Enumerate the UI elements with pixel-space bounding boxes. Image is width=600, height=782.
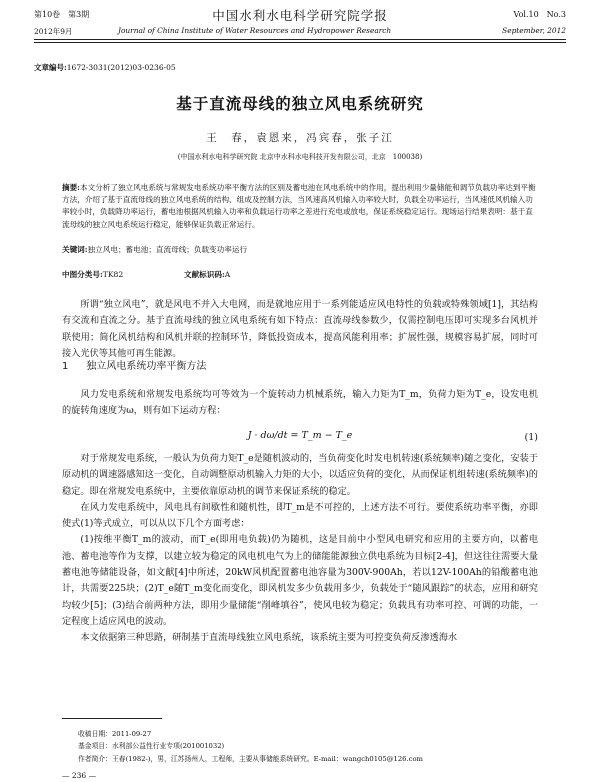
footnote-author: 作者简介：王春(1982-)，男，江苏扬州人，工程师，主要从事储能系统研究。E-mail：wangch0105@126.com [78,755,423,763]
paper-title: 基于直流母线的独立风电系统研究 [176,95,424,113]
clc-value: TK82 [102,270,124,279]
paragraph-before-equation: 风力发电系统和常规发电系统均可等效为一个旋转动力机械系统，输入力矩为T_m，负荷力矩为T_e，设发电机的旋转角速度为ω，则有如下运动方程： [62,389,538,417]
equation-tag: (1) [524,432,538,443]
affiliation: (中国水利水电科学研究院 北京中水科水电科技开发有限公司，北京 100038) [177,153,423,161]
paragraph-before-equation-wrap [62,387,538,420]
clc-label: 中图分类号: [62,270,103,279]
abstract-label: 摘要: [62,183,80,192]
running-header-top [34,6,566,22]
keywords-label: 关键词: [62,245,88,254]
footnote-received: 收稿日期：2011-09-27 [78,730,152,738]
body-paragraph: 本文依据第三种思路，研制基于直流母线独立风电系统，该系统主要为可控变负荷反渗透海水 [80,632,458,644]
authors: 王 春，袁恩来，冯宾春，张子江 [206,132,394,144]
section-heading [62,357,206,372]
journal-title-cn: 中国水利水电科学研究院学报 [212,8,388,23]
keywords-text: 独立风电；蓄电池；直流母线；负载变功率运行 [87,245,248,254]
page-number: — 236 — [62,771,97,780]
date-en: September, 2012 [502,26,566,35]
intro-paragraph: 所谓“独立风电”，就是风电不并入大电网，而是就地应用于一系列能适应风电特性的负载或特殊领域[1]，其结构有交流和直流之分。基于直流母线的独立风电系统有如下特点：直流母线参数少，仅需控制电压即可实现多台风机并联使用；简化风机结构和风机并联的控制环节，降低投资成本，提高风能利用率；扩展性强，规模容易扩展，同时可接入光伏等其他可再生能源。 [62,299,538,359]
body-paragraph: 在风力发电系统中，风电具有间歇性和随机性，即T_m是不可控的，上述方法不可行。要使系统功率平衡，亦即使式(1)等式成立，可以从以下几个方面考虑： [62,501,538,530]
footnote-funding: 基金项目：水利部公益性行业专项(201001032) [78,742,225,750]
intro-section [62,297,538,362]
body-text [62,451,538,647]
body-paragraph: 对于常规发电系统，一般认为负荷力矩T_e是随机波动的，当负荷变化时发电机转速(系统频率)随之变化，安装于原动机的调速器感知这一变化，自动调整原动机输入力矩的大小，以适应负荷的变化，从而保证机组转速(系统频率)的稳定。即在常规发电系统中，主要依靠原动机的调节来保证系统的稳定。 [62,453,538,497]
article-number-value: 1672-3031(2012)03-0236-05 [66,63,176,72]
equation-formula: J · dω/dt = T_m − T_e [247,430,353,441]
doc-code-value: A [224,270,231,279]
volume-issue-en: Vol.10 No.3 [513,10,566,19]
header-rule-thick [34,39,566,40]
journal-title-en: Journal of China Institute of Water Resources and Hydropower Research [118,26,392,35]
running-header-bottom [34,24,566,38]
equation-1 [62,428,538,448]
header-rule-thin [34,42,566,43]
keywords [62,244,538,256]
date-cn: 2012年9月 [34,27,73,36]
section-number: 1 [62,361,69,372]
article-number-label: 文章编号: [34,63,67,72]
doc-code-label: 文献标识码: [184,270,225,279]
volume-issue: 第10卷 第3期 [34,10,90,19]
body-paragraph: (1)按维平衡T_m的波动，而T_e(即用电负载)仍为随机，这是目前中小型风电研究和应用的主要方向，以蓄电池、蓄电池等作为支撑，以建立较为稳定的风电机电气为上的储能能源独立供电系统为目标[2-4]，但这往往需要大量蓄电池等储能设备，如文献[4]中所述，20kW风机配置蓄电池容量为300V-900Ah，若以12V-100Ah的铅酸蓄电池计，共需要225块；(2)T_e随T_m变化而变化，即风机发多少负载用多少，负载处于“随风跟踪”的状态，应用和研究均较少[5]；(3)结合前两种方法，即用少量储能“削峰填谷”，使风电较为稳定；负载具有功率可控、可调的功能，一定程度上适应风电的波动。 [62,534,538,627]
section-title: 独立风电系统功率平衡方法 [86,361,207,372]
abstract-text: 本文分析了独立风电系统与常规发电系统功率平衡方法的区别及蓄电池在风电系统中的作用，提出利用少量储能和调节负载功率达到平衡方法，介绍了基于直流母线的独立风电系统的结构、组成及控制方法，当风速高风机输入功率较大时，负载全功率运行，当风速低风机输入功率较小时，负载降功率运行，蓄电池根据风机输入功率和负载运行功率之差进行充电或放电，保证系统稳定运行。现场运行结果表明：基于直流母线的独立风电系统运行稳定，能够保证负载正常运行。 [62,183,536,229]
footnote-rule [62,718,162,719]
abstract [62,182,538,231]
classification-row [62,269,538,280]
article-number [34,62,176,73]
